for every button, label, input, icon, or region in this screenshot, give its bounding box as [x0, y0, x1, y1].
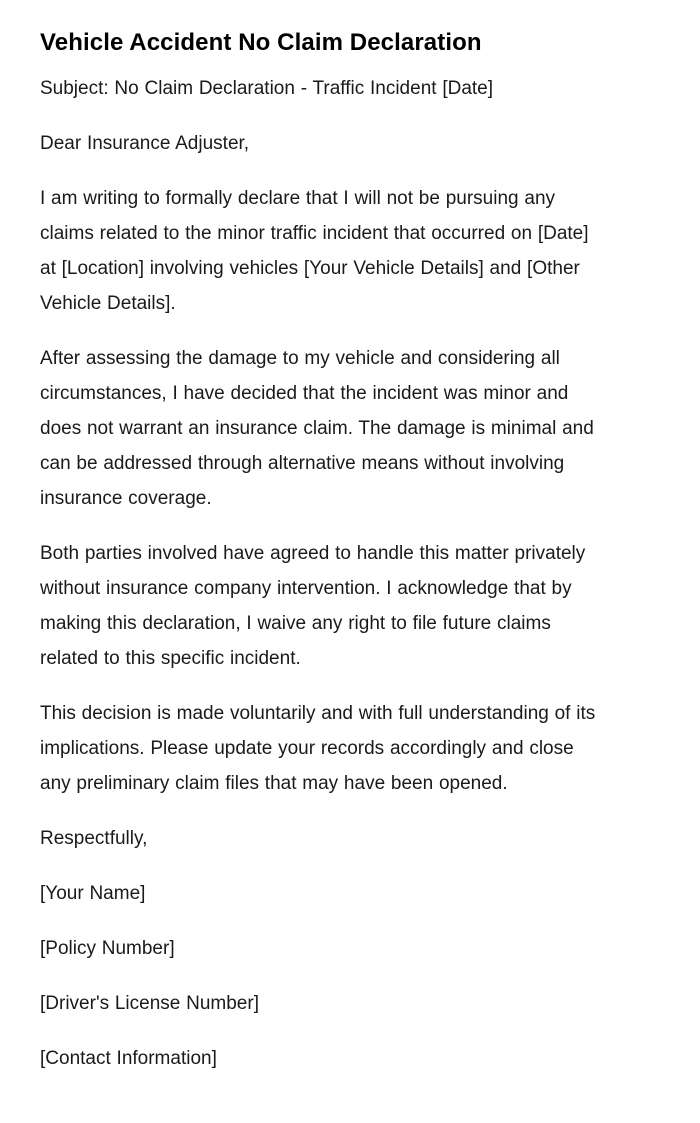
signature-name: [Your Name] — [40, 883, 146, 904]
signature-contact-info: [Contact Information] — [40, 1048, 217, 1069]
subject-line: Subject: No Claim Declaration - Traffic Incident [Date] — [40, 78, 494, 99]
salutation: Dear Insurance Adjuster, — [40, 133, 250, 154]
body-paragraph-3: Both parties involved have agreed to handle this matter privately without insurance company intervention. I acknowledge that by making this declaration, I waive any right to file future claims related to this specific incident. — [40, 543, 586, 669]
signature-license-number: [Driver's License Number] — [40, 993, 259, 1014]
signature-policy-number: [Policy Number] — [40, 938, 175, 959]
closing: Respectfully, — [40, 828, 148, 849]
body-paragraph-4: This decision is made voluntarily and with full understanding of its implications. Please update your records accordingly and close any preliminary claim files that may have been opened. — [40, 703, 596, 794]
body-paragraph-1: I am writing to formally declare that I will not be pursuing any claims related to the minor traffic incident that occurred on [Date] at [Location] involving vehicles [Your Vehicle Details] and [Other Vehicle Details]. — [40, 188, 589, 314]
body-paragraph-2: After assessing the damage to my vehicle and considering all circumstances, I have decided that the incident was minor and does not warrant an insurance claim. The damage is minimal and can be addressed through alternative means without involving insurance coverage. — [40, 348, 594, 509]
page-title: Vehicle Accident No Claim Declaration — [40, 29, 482, 56]
